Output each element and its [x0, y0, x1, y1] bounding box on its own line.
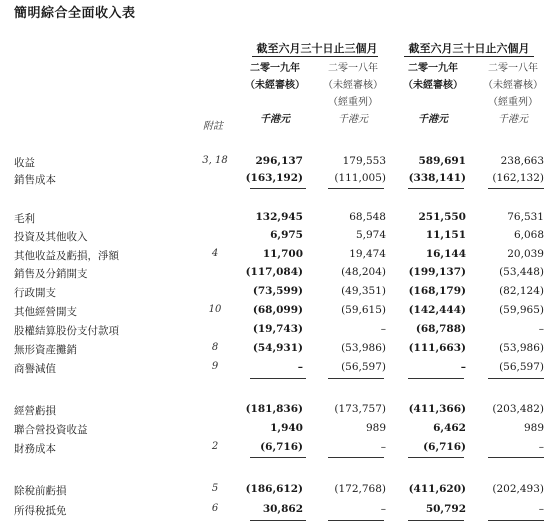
subtotal-rule — [488, 378, 544, 379]
period-underline — [252, 56, 378, 57]
cell-value: (411,366) — [408, 403, 466, 415]
cell-value: 6,068 — [513, 229, 544, 241]
cell-value: 589,691 — [418, 155, 466, 167]
cell-value: 132,945 — [255, 211, 303, 223]
cell-value: (199,137) — [408, 266, 466, 278]
cell-value: (338,141) — [408, 172, 466, 184]
column-header-2018-6m — [482, 60, 544, 128]
cell-value: (111,663) — [408, 342, 466, 354]
row-note: 9 — [211, 361, 219, 372]
row-label: 投資及其他收入 — [14, 231, 88, 243]
cell-value: (56,597) — [499, 361, 544, 373]
cell-value: (19,743) — [252, 323, 303, 335]
subtotal-rule — [408, 188, 464, 189]
table-row — [0, 154, 550, 170]
column-header-2019-6m — [402, 60, 464, 128]
cell-value: 68,548 — [349, 211, 386, 223]
row-note: 2 — [211, 441, 219, 452]
cell-value: 5,974 — [355, 229, 386, 241]
row-note: 8 — [211, 342, 219, 353]
cell-value: (6,716) — [260, 441, 303, 453]
row-label: 毛利 — [14, 213, 35, 225]
cell-value: (53,448) — [499, 266, 544, 278]
cell-value: – — [380, 503, 386, 515]
cell-value: 6,975 — [270, 229, 303, 241]
subtotal-rule — [408, 457, 464, 458]
period-header-three-months: 截至六月三十日止三個月 — [256, 42, 378, 55]
cell-value: (54,931) — [252, 342, 303, 354]
column-restated — [244, 94, 306, 111]
row-label: 除稅前虧損 — [14, 485, 67, 497]
table-row — [0, 482, 550, 498]
row-label: 財務成本 — [14, 443, 56, 455]
cell-value: (68,099) — [252, 304, 303, 316]
column-restated — [402, 94, 464, 111]
cell-value: 989 — [523, 422, 544, 434]
table-row — [0, 502, 550, 518]
cell-value: – — [538, 323, 544, 335]
note-column-header: 附註 — [203, 121, 223, 132]
cell-value: (186,612) — [245, 483, 303, 495]
subtotal-rule — [408, 520, 464, 521]
row-label: 經營虧損 — [14, 405, 56, 417]
cell-value: 19,474 — [349, 248, 386, 260]
cell-value: 20,039 — [507, 248, 544, 260]
row-label: 銷售及分銷開支 — [14, 268, 88, 280]
row-note: 6 — [211, 503, 219, 514]
column-year: 二零一九年 — [408, 63, 458, 74]
cell-value: 50,792 — [425, 503, 466, 515]
cell-value: (162,132) — [492, 172, 544, 184]
table-row — [0, 360, 550, 376]
table-row — [0, 210, 550, 226]
subtotal-rule — [328, 520, 384, 521]
cell-value: 238,663 — [500, 155, 544, 167]
table-row — [0, 341, 550, 357]
column-audit-status: （未經審核） — [323, 80, 383, 91]
period-underline — [404, 56, 534, 57]
row-label: 其他經營開支 — [14, 306, 77, 318]
row-label: 所得稅抵免 — [14, 505, 67, 517]
table-row — [0, 402, 550, 418]
cell-value: (48,204) — [341, 266, 386, 278]
cell-value: 30,862 — [262, 503, 303, 515]
subtotal-rule — [488, 520, 544, 521]
cell-value: (111,005) — [334, 172, 386, 184]
cell-value: (168,179) — [408, 285, 466, 297]
cell-value: (172,768) — [334, 483, 386, 495]
table-row — [0, 228, 550, 244]
cell-value: (59,965) — [499, 304, 544, 316]
cell-value: – — [538, 441, 544, 453]
subtotal-rule — [250, 378, 306, 379]
column-audit-status: （未經審核） — [403, 80, 463, 91]
table-row — [0, 247, 550, 263]
cell-value: (181,836) — [245, 403, 303, 415]
row-label: 收益 — [14, 157, 35, 169]
cell-value: (53,986) — [341, 342, 386, 354]
row-note: 4 — [211, 248, 219, 259]
cell-value: – — [297, 361, 303, 373]
subtotal-rule — [408, 378, 464, 379]
table-row — [0, 284, 550, 300]
row-label: 其他收益及虧損，淨額 — [14, 250, 119, 262]
table-row — [0, 440, 550, 456]
row-label: 無形資產攤銷 — [14, 344, 77, 356]
table-row — [0, 171, 550, 187]
cell-value: 1,940 — [270, 422, 303, 434]
column-unit: 千港元 — [260, 114, 290, 125]
column-year: 二零一九年 — [250, 63, 300, 74]
statement-title: 簡明綜合全面收入表 — [14, 6, 136, 21]
subtotal-rule — [250, 520, 306, 521]
cell-value: 296,137 — [255, 155, 303, 167]
column-unit: 千港元 — [498, 114, 528, 125]
cell-value: 179,553 — [342, 155, 386, 167]
row-note: 5 — [211, 483, 219, 494]
row-note: 10 — [208, 304, 222, 315]
subtotal-rule — [250, 188, 306, 189]
cell-value: (202,493) — [492, 483, 544, 495]
column-unit: 千港元 — [338, 114, 368, 125]
column-audit-status: （未經審核） — [483, 80, 543, 91]
subtotal-rule — [250, 457, 306, 458]
cell-value: (56,597) — [341, 361, 386, 373]
column-audit-status: （未經審核） — [245, 80, 305, 91]
cell-value: 251,550 — [418, 211, 466, 223]
cell-value: – — [538, 503, 544, 515]
cell-value: – — [460, 361, 466, 373]
cell-value: 6,462 — [433, 422, 466, 434]
cell-value: (82,124) — [499, 285, 544, 297]
cell-value: 11,151 — [425, 229, 466, 241]
row-label: 行政開支 — [14, 287, 56, 299]
subtotal-rule — [488, 457, 544, 458]
cell-value: (173,757) — [334, 403, 386, 415]
cell-value: 11,700 — [262, 248, 303, 260]
table-row — [0, 303, 550, 319]
cell-value: (163,192) — [245, 172, 303, 184]
cell-value: – — [380, 441, 386, 453]
cell-value: (6,716) — [423, 441, 466, 453]
row-note: 3, 18 — [202, 155, 228, 166]
column-header-2019-3m — [244, 60, 306, 128]
cell-value: (73,599) — [252, 285, 303, 297]
table-row — [0, 421, 550, 437]
row-label: 股權結算股份支付款項 — [14, 325, 119, 337]
cell-value: (53,986) — [499, 342, 544, 354]
subtotal-rule — [328, 378, 384, 379]
column-year: 二零一八年 — [488, 63, 538, 74]
column-year: 二零一八年 — [328, 63, 378, 74]
row-label: 聯合營投資收益 — [14, 424, 88, 436]
cell-value: (59,615) — [341, 304, 386, 316]
column-unit: 千港元 — [418, 114, 448, 125]
cell-value: 76,531 — [507, 211, 544, 223]
cell-value: (49,351) — [341, 285, 386, 297]
cell-value: (142,444) — [408, 304, 466, 316]
subtotal-rule — [488, 188, 544, 189]
cell-value: 989 — [365, 422, 386, 434]
cell-value: (117,084) — [245, 266, 303, 278]
row-label: 銷售成本 — [14, 174, 56, 186]
cell-value: – — [380, 323, 386, 335]
cell-value: (411,620) — [408, 483, 466, 495]
table-row — [0, 322, 550, 338]
cell-value: 16,144 — [425, 248, 466, 260]
table-row — [0, 265, 550, 281]
period-header-six-months: 截至六月三十日止六個月 — [408, 42, 530, 55]
row-label: 商譽減值 — [14, 363, 56, 375]
cell-value: (68,788) — [415, 323, 466, 335]
subtotal-rule — [328, 457, 384, 458]
subtotal-rule — [328, 188, 384, 189]
column-header-2018-3m — [322, 60, 384, 128]
column-restated: （經重列） — [488, 97, 538, 108]
cell-value: (203,482) — [492, 403, 544, 415]
column-restated: （經重列） — [328, 97, 378, 108]
